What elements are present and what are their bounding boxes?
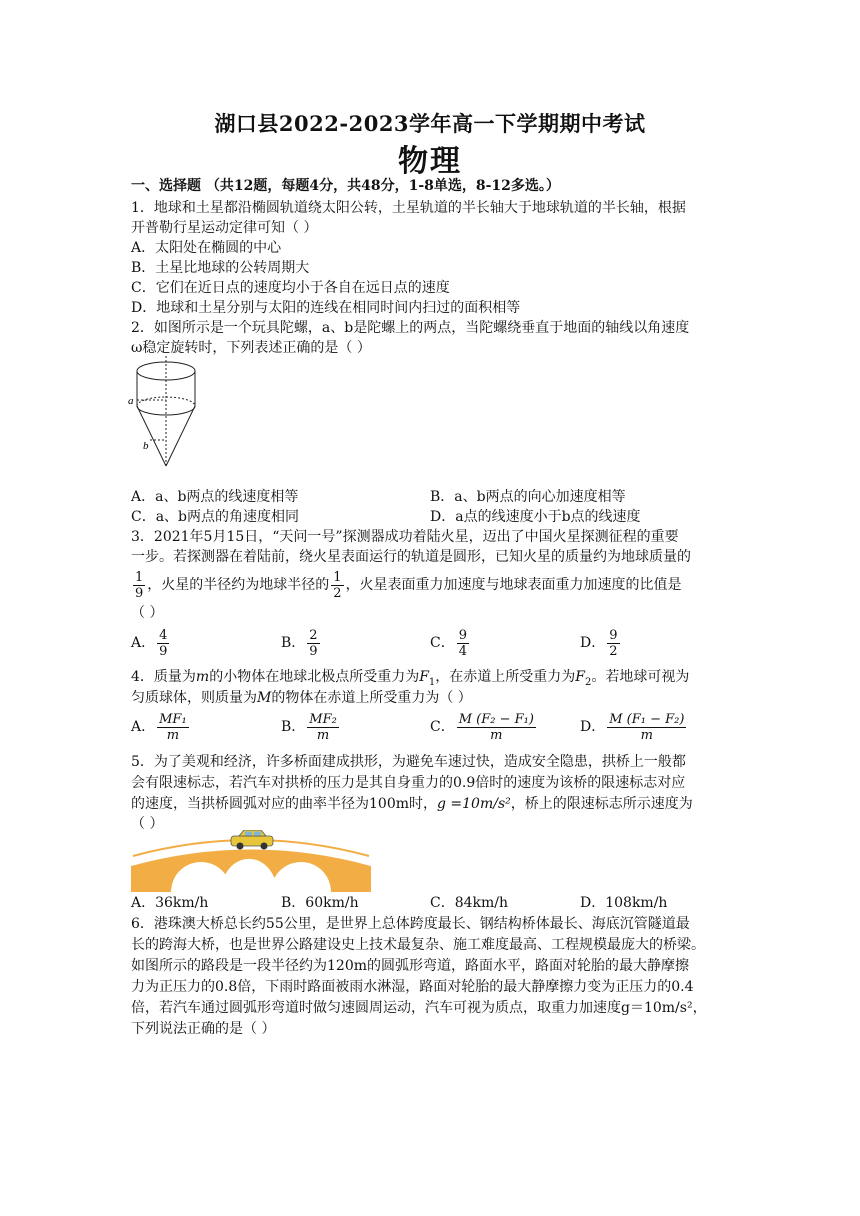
q3-option-d: D． $\frac{9}{2}$ — [580, 627, 618, 659]
q2-stem-line1: 2．如图所示是一个玩具陀螺，a、b是陀螺上的两点，当陀螺绕垂直于地面的轴线以角速度 — [131, 320, 690, 336]
q3-stem-line4: （ ） — [131, 605, 164, 621]
q5-option-d: D．108km/h — [580, 895, 668, 911]
q4-option-c: C． $\frac{\text{M (F₂ − F₁)}}{m}$ — [430, 711, 534, 743]
q5-option-a: A．36km/h — [131, 895, 209, 911]
q3-stem-line3: $\frac{1}{9}$ ，火星的半径约为地球半径的 $\frac{1}{2}$ ，火星表面重力加速度与地球表面重力加速度的比值是 — [135, 569, 682, 601]
q1-option-c: C．它们在近日点的速度均小于各自在远日点的速度 — [131, 280, 450, 296]
q3-stem-line2: 一步。若探测器在着陆前，绕火星表面运行的轨道是圆形，已知火星的质量约为地球质量的 — [131, 549, 691, 565]
q2-option-d: D．a点的线速度小于b点的线速度 — [430, 509, 641, 525]
q5-stem-line3: 的速度，当拱桥圆弧对应的曲率半径为100m时，g =10m/s²，桥上的限速标志所示速度为 — [131, 796, 693, 812]
q3-mass-fraction: $\frac{1}{9}$ — [135, 569, 144, 601]
point-a-label: a — [128, 395, 134, 407]
car-icon — [231, 830, 273, 850]
q6-stem-line2: 长的跨海大桥，也是世界公路建设史上技术最复杂、施工难度最高、工程规模最庞大的桥梁。 — [131, 937, 705, 953]
q6-stem-line5: 倍，若汽车通过圆弧形弯道时做匀速圆周运动，汽车可视为质点，取重力加速度g＝10m/s²， — [131, 1000, 707, 1016]
q4-stem-line1: 4．质量为m的小物体在地球北极点所受重力为$F_1$，在赤道上所受重力为$F_2$。若地球可视为 — [131, 669, 690, 688]
q1-stem-line2: 开普勒行星运动定律可知（ ） — [131, 220, 318, 236]
q3-radius-fraction: $\frac{1}{2}$ — [333, 569, 342, 601]
q1-option-a: A．太阳处在椭圆的中心 — [131, 240, 282, 256]
q6-stem-line3: 如图所示的路段是一段半径约为120m的圆弧形弯道，路面水平，路面对轮胎的最大静摩擦 — [131, 958, 689, 974]
q5-stem-line4: （ ） — [131, 816, 164, 832]
q3-option-b: B． $\frac{2}{9}$ — [281, 627, 318, 659]
q6-stem-line1: 6．港珠澳大桥总长约55公里，是世界上总体跨度最长、钢结构桥体最长、海底沉管隧道最 — [131, 916, 690, 932]
q5-stem-line2: 会有限速标志，若汽车对拱桥的压力是其自身重力的0.9倍时的速度为该桥的限速标志对应 — [131, 775, 686, 791]
exam-title: 湖口县2022-2023学年高一下学期期中考试 — [214, 111, 646, 136]
q1-option-d: D．地球和土星分别与太阳的连线在相同时间内扫过的面积相等 — [131, 300, 521, 316]
q4-option-d: D． $\frac{\text{M (F₁ − F₂)}}{m}$ — [580, 711, 685, 743]
q1-option-b: B．土星比地球的公转周期大 — [131, 260, 310, 276]
q3-option-a: A． $\frac{4}{9}$ — [131, 627, 168, 659]
exam-subject: 物理 — [398, 144, 462, 179]
q6-stem-line6: 下列说法正确的是（ ） — [131, 1021, 276, 1037]
arch-bridge-figure — [131, 830, 371, 892]
q5-stem-line1: 5．为了美观和经济，许多桥面建成拱形，为避免车速过快，造成安全隐患，拱桥上一般都 — [131, 754, 686, 770]
q4-stem-line2: 匀质球体，则质量为M的物体在赤道上所受重力为（ ） — [131, 690, 472, 706]
q1-stem-line1: 1．地球和土星都沿椭圆轨道绕太阳公转，土星轨道的半长轴大于地球轨道的半长轴，根据 — [131, 200, 686, 216]
q6-stem-line4: 力为正压力的0.8倍，下雨时路面被雨水淋湿，路面对轮胎的最大静摩擦力变为正压力的0.4 — [131, 979, 694, 995]
q2-stem-line2: ω稳定旋转时，下列表述正确的是（ ） — [131, 340, 371, 356]
q4-option-a: A． $\frac{\text{MF₁}}{m}$ — [131, 711, 187, 743]
q5-option-c: C．84km/h — [430, 895, 509, 911]
q4-option-b: B． $\frac{\text{MF₂}}{m}$ — [281, 711, 337, 743]
q2-option-a: A．a、b两点的线速度相等 — [131, 489, 299, 505]
q2-option-b: B．a、b两点的向心加速度相等 — [430, 489, 626, 505]
q5-option-b: B．60km/h — [281, 895, 359, 911]
point-b-label: b — [143, 440, 149, 452]
q3-stem-line1: 3．2021年5月15日，“天问一号”探测器成功着陆火星，迈出了中国火星探测征程的重要 — [131, 529, 679, 545]
spinning-top-figure — [126, 356, 206, 472]
section-heading: 一、选择题 （共12题，每题4分，共48分，1-8单选，8-12多选。） — [131, 178, 560, 194]
q2-option-c: C．a、b两点的角速度相同 — [131, 509, 300, 525]
q3-option-c: C． $\frac{9}{4}$ — [430, 627, 467, 659]
